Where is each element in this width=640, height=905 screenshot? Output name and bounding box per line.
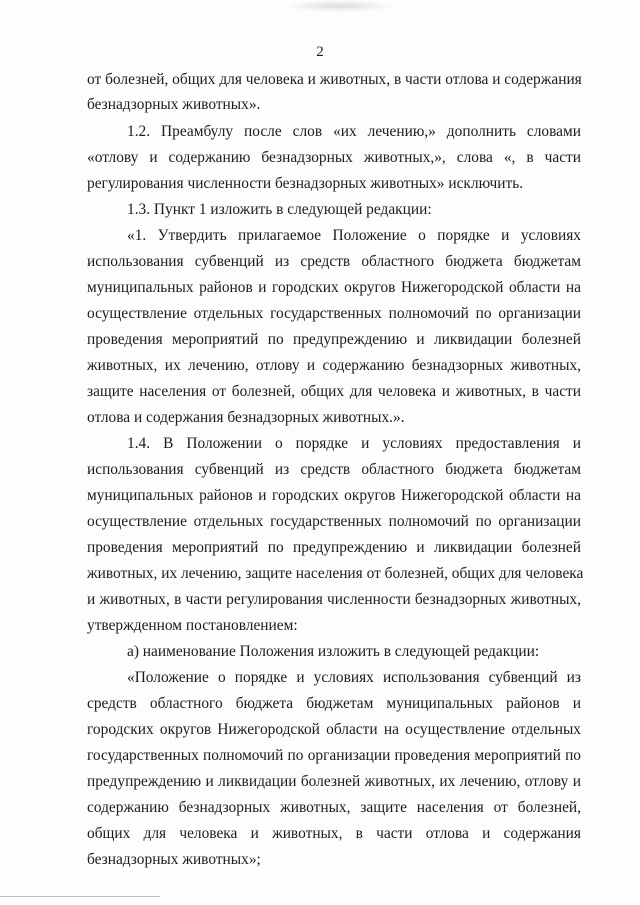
scan-smudge [285,0,395,12]
text-line: проведения мероприятий по предупреждению и ликвидации болезней [87,539,581,556]
text-line: утвержденном постановлением: [87,617,298,634]
text-line: муниципальных районов и городских округов Нижегородской области на [87,279,581,296]
text-line: животных, их лечению, защите населения от болезней, общих для человека [87,565,584,582]
text-line: 1.4. В Положении о порядке и условиях предоставления и [127,435,581,452]
text-line: «Положение о порядке и условиях использования субвенций из [127,669,581,686]
text-line: и животных, в части регулирования численности безнадзорных животных, [87,591,581,608]
text-line: средств областного бюджета бюджетам муниципальных районов и [87,695,581,712]
text-line: защите населения от болезней, общих для человека и животных, в части [87,383,581,400]
text-line: 1.3. Пункт 1 изложить в следующей редакции: [127,201,432,218]
text-line: проведения мероприятий по предупреждению и ликвидации болезней [87,331,581,348]
text-line: безнадзорных животных». [87,96,261,113]
text-line: от болезней, общих для человека и животных, в части отлова и содержания [87,71,582,88]
text-line: предупреждению и ликвидации болезней животных, их лечению, отлову и [87,773,581,790]
text-line: отлова и содержания безнадзорных животных.». [87,409,405,426]
text-line: регулирования численности безнадзорных животных» исключить. [87,175,524,192]
text-line: безнадзорных животных»; [87,851,261,868]
text-line: муниципальных районов и городских округов Нижегородской области на [87,487,581,504]
text-line: «1. Утвердить прилагаемое Положение о порядке и условиях [127,227,581,244]
text-line: содержанию безнадзорных животных, защите населения от болезней, [87,799,581,816]
text-line: животных, их лечению, отлову и содержанию безнадзорных животных, [87,357,581,374]
text-line: осуществление отдельных государственных полномочий по организации [87,305,581,322]
text-line: 1.2. Преамбулу после слов «их лечению,» дополнить словами [127,123,581,140]
page-number: 2 [316,44,324,60]
text-line: осуществление отдельных государственных полномочий по организации [87,513,581,530]
scan-edge-mark [0,896,160,897]
text-line: использования субвенций из средств областного бюджета бюджетам [87,461,581,478]
text-line: «отлову и содержанию безнадзорных животных,», слова «, в части [87,149,581,166]
text-line: а) наименование Положения изложить в следующей редакции: [127,643,540,660]
text-line: государственных полномочий по организации проведения мероприятий по [87,747,581,764]
text-line: использования субвенций из средств областного бюджета бюджетам [87,253,581,270]
text-line: городских округов Нижегородской области на осуществление отдельных [87,721,581,738]
text-line: общих для человека и животных, в части отлова и содержания [87,825,581,842]
